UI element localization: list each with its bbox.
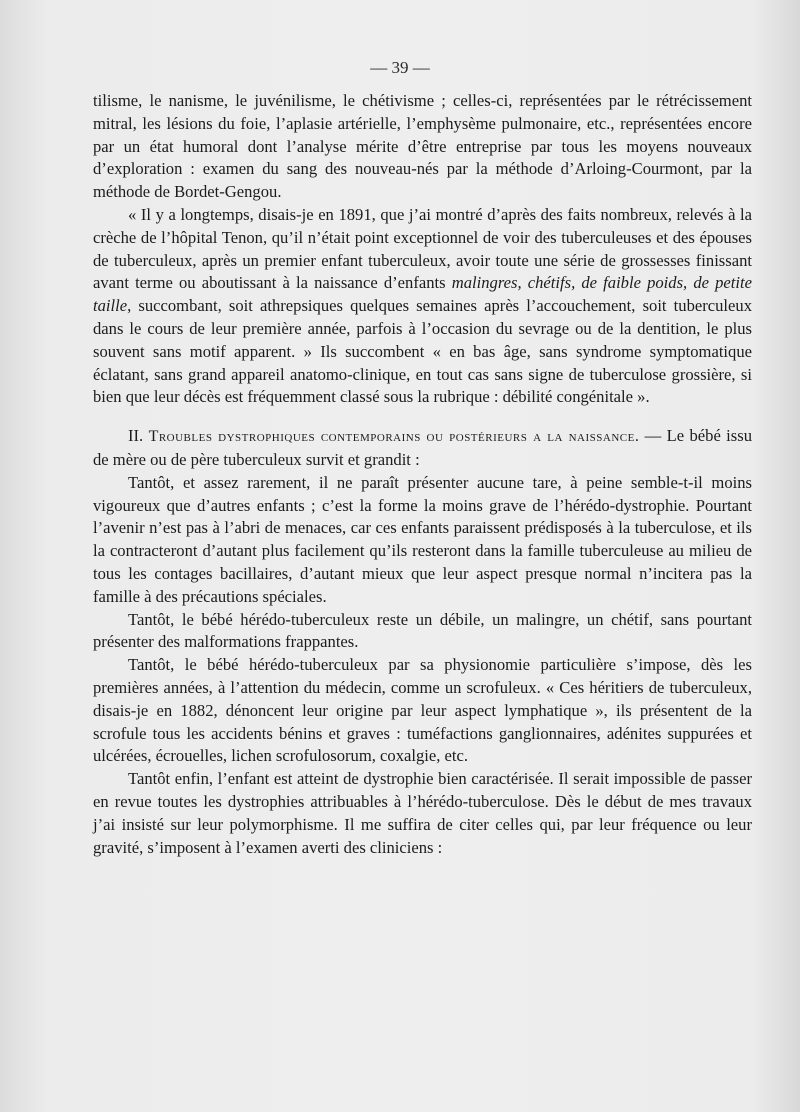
paragraph-2-text-a: « Il y a longtemps, disais-je en 1891, que j’ai montré d’après des faits nombreux, relevés à la crèche de l’hôpital Tenon, qu’il n’était point exceptionnel de voir des tuberculeuses et des épouses de tuberculeux, après un premier enfant tuberculeux, avoir toute une série de grossesses finissant avant terme ou aboutissant à la naissance d’enfants <box>93 204 752 293</box>
page-text <box>93 90 752 859</box>
paragraph-5: Tantôt, le bébé hérédo-tuberculeux par sa physionomie particulière s’impose, dès les premières années, à l’attention du médecin, comme un scrofuleux. « Ces héritiers de tuberculeux, disais-je en 1882, dénoncent leur origine par leur aspect lymphatique », ils présentent de la scrofule tous les accidents bénins et graves : tuméfactions ganglionnaires, adénites suppurées et ulcérées, écrouelles, lichen scrofulosorum, coxalgie, etc. <box>93 655 752 766</box>
paragraph-6: Tantôt enfin, l’enfant est atteint de dystrophie bien caractérisée. Il serait impossible de passer en revue toutes les dystrophies attribuables à l’hérédo-tuberculose. Dès le début de mes travaux j’ai insisté sur leur polymorphisme. Il me suffira de citer celles qui, par leur fréquence ou leur gravité, s’imposent à l’examen averti des cliniciens : <box>93 769 752 857</box>
page-number: — 39 — <box>370 58 430 77</box>
paragraph-4: Tantôt, le bébé hérédo-tuberculeux reste un débile, un malingre, un chétif, sans pourtant présenter des malformations frappantes. <box>93 609 752 652</box>
section-heading-paragraph <box>93 425 752 472</box>
section-spacer <box>93 409 752 425</box>
paragraph-3: Tantôt, et assez rarement, il ne paraît présenter aucune tare, à peine semble-t-il moins vigoureux que d’autres enfants ; c’est la forme la moins grave de l’hérédo-dystrophie. Pourtant l’avenir n’est pas à l’abri de menaces, car ces enfants paraissent prédisposés à la tuberculose, et ils la contracteront d’autant plus facilement qu’ils resteront dans la famille tuberculeuse au milieu de tous les contages bacillaires, d’autant mieux que leur aspect presque normal n’incitera pas la famille à des précautions spéciales. <box>93 472 752 606</box>
paragraph-2 <box>93 204 752 409</box>
paragraph-1: tilisme, le nanisme, le juvénilisme, le chétivisme ; celles-ci, représentées par le rétrécissement mitral, les lésions du foie, l’aplasie artérielle, l’emphysème pulmonaire, etc., représentées encore par un état humoral dont l’analyse mérite d’être entreprise par tous les moyens nouveaux d’exploration : examen du sang des nouveau-nés par la méthode d’Arloing-Courmont, par la méthode de Bordet-Gengou. <box>93 91 752 202</box>
paragraph-2-italic: malingres, chétifs, de faible poids, de petite taille <box>93 273 752 316</box>
section-title: Troubles dystrophiques contemporains ou postérieurs a la naissance. <box>148 428 640 446</box>
paragraph-2-text-b: , succombant, soit athrepsiques quelques semaines après l’accouchement, soit tuberculeux dans le cours de leur première année, parfois à l’occasion du sevrage ou de la dentition, le plus souvent sans motif apparent. » Ils succombent « en bas âge, sans syndrome symptomatique éclatant, sans grand appareil anatomo-clinique, en tout cas sans signe de tuberculose grossière, si bien que leur décès est fréquemment classé sous la rubrique : débilité congénitale ». <box>93 296 752 407</box>
section-intro-text: — Le bébé issu de mère ou de père tuberculeux survit et grandit : <box>93 426 752 469</box>
section-number: II. <box>128 426 144 446</box>
